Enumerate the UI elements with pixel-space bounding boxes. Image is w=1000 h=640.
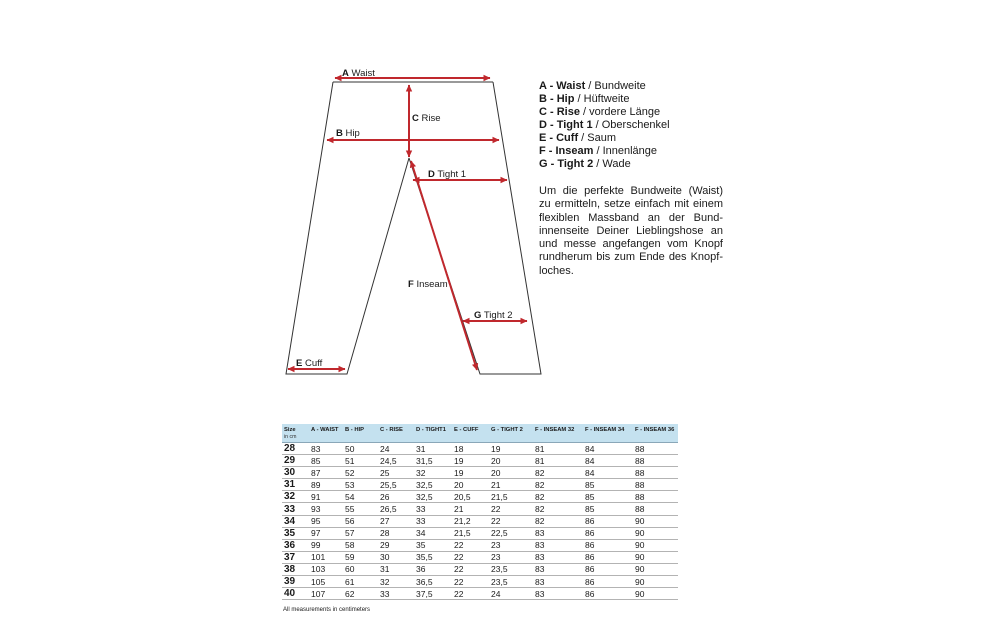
size-cell: 40 — [282, 588, 309, 600]
table-cell: 82 — [533, 467, 583, 479]
table-row — [282, 539, 678, 551]
table-cell: 32,5 — [414, 491, 452, 503]
label-rise: C Rise — [412, 113, 441, 124]
table-cell: 21,2 — [452, 515, 489, 527]
size-cell: 36 — [282, 539, 309, 551]
legend-item-code: G - Tight 2 — [539, 158, 594, 170]
table-cell: 86 — [583, 576, 633, 588]
table-header-row — [282, 424, 678, 443]
size-header-label: Size — [284, 427, 296, 433]
table-cell: 21,5 — [452, 527, 489, 539]
table-cell: 83 — [309, 443, 343, 455]
table-cell: 37,5 — [414, 588, 452, 600]
table-cell: 33 — [414, 515, 452, 527]
table-cell: 24,5 — [378, 455, 414, 467]
size-cell: 37 — [282, 551, 309, 563]
table-cell: 103 — [309, 563, 343, 575]
column-header-size — [282, 424, 309, 443]
table-cell: 23 — [489, 539, 533, 551]
size-cell: 29 — [282, 455, 309, 467]
table-cell: 23 — [489, 551, 533, 563]
legend-item — [539, 158, 739, 171]
column-header: F - INSEAM 36 — [633, 424, 678, 443]
table-cell: 83 — [533, 551, 583, 563]
table-row — [282, 527, 678, 539]
table-cell: 88 — [633, 491, 678, 503]
table-cell: 83 — [533, 588, 583, 600]
table-cell: 86 — [583, 588, 633, 600]
table-cell: 105 — [309, 576, 343, 588]
column-header: A - WAIST — [309, 424, 343, 443]
table-cell: 60 — [343, 563, 378, 575]
legend-item — [539, 80, 739, 93]
legend-item-description: / Innenlänge — [593, 145, 658, 157]
table-cell: 88 — [633, 479, 678, 491]
size-cell: 34 — [282, 515, 309, 527]
table-cell: 62 — [343, 588, 378, 600]
legend-item-description: / Hüftweite — [574, 93, 630, 105]
table-row — [282, 588, 678, 600]
table-row — [282, 455, 678, 467]
table-cell: 61 — [343, 576, 378, 588]
table-cell: 83 — [533, 527, 583, 539]
column-header: G - TIGHT 2 — [489, 424, 533, 443]
size-cell: 32 — [282, 491, 309, 503]
table-cell: 35 — [414, 539, 452, 551]
table-cell: 18 — [452, 443, 489, 455]
table-cell: 81 — [533, 455, 583, 467]
table-cell: 21,5 — [489, 491, 533, 503]
size-cell: 30 — [282, 467, 309, 479]
table-body — [282, 443, 678, 600]
table-footnote: All measurements in centimeters — [283, 607, 371, 613]
pants-outline-left-leg — [286, 82, 409, 374]
table-cell: 89 — [309, 479, 343, 491]
arrow-inseam — [411, 161, 477, 370]
table-row — [282, 479, 678, 491]
table-cell: 88 — [633, 455, 678, 467]
label-hip: B Hip — [336, 128, 360, 139]
table-cell: 22 — [489, 515, 533, 527]
legend-item-code: D - Tight 1 — [539, 119, 593, 131]
table-cell: 36 — [414, 563, 452, 575]
table-cell: 22 — [452, 551, 489, 563]
table-cell: 88 — [633, 467, 678, 479]
table-cell: 22 — [452, 563, 489, 575]
table-cell: 20 — [489, 455, 533, 467]
table-cell: 31,5 — [414, 455, 452, 467]
column-header: E - CUFF — [452, 424, 489, 443]
legend-item — [539, 106, 739, 119]
label-cuff: E Cuff — [296, 358, 323, 369]
table-cell: 59 — [343, 551, 378, 563]
table-cell: 54 — [343, 491, 378, 503]
table-cell: 82 — [533, 503, 583, 515]
size-cell: 33 — [282, 503, 309, 515]
table-cell: 32,5 — [414, 479, 452, 491]
table-cell: 85 — [583, 491, 633, 503]
table-cell: 34 — [414, 527, 452, 539]
table-cell: 22 — [452, 539, 489, 551]
table-cell: 90 — [633, 539, 678, 551]
table-cell: 90 — [633, 576, 678, 588]
table-cell: 52 — [343, 467, 378, 479]
table-cell: 24 — [489, 588, 533, 600]
table-cell: 53 — [343, 479, 378, 491]
table-cell: 88 — [633, 443, 678, 455]
table-cell: 22 — [452, 588, 489, 600]
table-cell: 23,5 — [489, 563, 533, 575]
table-cell: 51 — [343, 455, 378, 467]
table-cell: 84 — [583, 467, 633, 479]
table-cell: 24 — [378, 443, 414, 455]
label-tight2: G Tight 2 — [474, 310, 513, 321]
size-cell: 39 — [282, 576, 309, 588]
table-cell: 101 — [309, 551, 343, 563]
table-cell: 95 — [309, 515, 343, 527]
table-cell: 20 — [452, 479, 489, 491]
table-cell: 90 — [633, 563, 678, 575]
table-cell: 21 — [489, 479, 533, 491]
table-cell: 87 — [309, 467, 343, 479]
legend-item-description: / Saum — [578, 132, 617, 144]
column-header: C - RISE — [378, 424, 414, 443]
table-cell: 90 — [633, 551, 678, 563]
table-cell: 31 — [378, 563, 414, 575]
pants-outline-right-leg — [409, 82, 541, 374]
size-cell: 38 — [282, 563, 309, 575]
label-tight1: D Tight 1 — [428, 169, 467, 180]
table-cell: 88 — [633, 503, 678, 515]
table-cell: 57 — [343, 527, 378, 539]
table-cell: 82 — [533, 515, 583, 527]
table-cell: 26,5 — [378, 503, 414, 515]
legend-item-description: / Wade — [593, 158, 631, 170]
legend-item — [539, 119, 739, 132]
table-cell: 83 — [533, 576, 583, 588]
table-cell: 25 — [378, 467, 414, 479]
table-cell: 55 — [343, 503, 378, 515]
column-header: B - HIP — [343, 424, 378, 443]
table-cell: 29 — [378, 539, 414, 551]
size-header-unit: in cm — [284, 434, 297, 440]
table-cell: 19 — [452, 455, 489, 467]
table-cell: 93 — [309, 503, 343, 515]
table-cell: 82 — [533, 491, 583, 503]
table-cell: 26 — [378, 491, 414, 503]
table-cell: 83 — [533, 539, 583, 551]
table-cell: 19 — [452, 467, 489, 479]
table-cell: 85 — [583, 503, 633, 515]
table-cell: 86 — [583, 515, 633, 527]
table-cell: 86 — [583, 563, 633, 575]
table-cell: 20 — [489, 467, 533, 479]
table-row — [282, 563, 678, 575]
table-cell: 86 — [583, 539, 633, 551]
table-row — [282, 491, 678, 503]
table-cell: 36,5 — [414, 576, 452, 588]
label-inseam: F Inseam — [408, 279, 448, 290]
table-cell: 84 — [583, 443, 633, 455]
legend-item-description: / Bundweite — [585, 80, 646, 92]
size-cell: 28 — [282, 443, 309, 455]
pants-outline — [286, 82, 541, 374]
table-cell: 90 — [633, 515, 678, 527]
table-cell: 86 — [583, 527, 633, 539]
table-cell: 82 — [533, 479, 583, 491]
table-cell: 22 — [489, 503, 533, 515]
table-cell: 35,5 — [414, 551, 452, 563]
label-waist: A Waist — [342, 68, 375, 79]
table-cell: 99 — [309, 539, 343, 551]
table-cell: 22,5 — [489, 527, 533, 539]
table-cell: 20,5 — [452, 491, 489, 503]
table-cell: 91 — [309, 491, 343, 503]
size-cell: 35 — [282, 527, 309, 539]
table-cell: 81 — [533, 443, 583, 455]
table-row — [282, 515, 678, 527]
legend-item-code: B - Hip — [539, 93, 575, 105]
table-cell: 23,5 — [489, 576, 533, 588]
table-cell: 21 — [452, 503, 489, 515]
table-cell: 97 — [309, 527, 343, 539]
table-cell: 28 — [378, 527, 414, 539]
table-cell: 85 — [583, 479, 633, 491]
table-row — [282, 503, 678, 515]
table-cell: 56 — [343, 515, 378, 527]
table-cell: 19 — [489, 443, 533, 455]
table-cell: 58 — [343, 539, 378, 551]
table-cell: 107 — [309, 588, 343, 600]
waist-measuring-instructions: Um die perfekte Bundweite (Waist) zu ermitteln, setze einfach mit einem flexiblen Massband an der Bundinnenseite Deiner Lieblingshose an und messe angefangen vom Knopf rundherum bis zum Ende des Knopfloches. — [539, 185, 723, 277]
table-cell: 27 — [378, 515, 414, 527]
table-cell: 22 — [452, 576, 489, 588]
table-row — [282, 467, 678, 479]
legend-item-code: C - Rise — [539, 106, 580, 118]
table-cell: 90 — [633, 588, 678, 600]
table-cell: 86 — [583, 551, 633, 563]
table-cell: 85 — [309, 455, 343, 467]
size-chart-table — [282, 424, 678, 600]
table-row — [282, 443, 678, 455]
table-cell: 90 — [633, 527, 678, 539]
column-header: F - INSEAM 34 — [583, 424, 633, 443]
legend-item-code: E - Cuff — [539, 132, 579, 144]
table-cell: 30 — [378, 551, 414, 563]
legend-item — [539, 132, 739, 145]
table-row — [282, 551, 678, 563]
column-header: D - TIGHT1 — [414, 424, 452, 443]
table-cell: 33 — [378, 588, 414, 600]
legend-item-description: / Oberschenkel — [592, 119, 670, 131]
size-cell: 31 — [282, 479, 309, 491]
measurement-legend — [539, 80, 739, 171]
legend-item-code: A - Waist — [539, 80, 586, 92]
table-cell: 33 — [414, 503, 452, 515]
table-cell: 32 — [378, 576, 414, 588]
legend-item — [539, 93, 739, 106]
table-cell: 25,5 — [378, 479, 414, 491]
legend-item-code: F - Inseam — [539, 145, 594, 157]
column-header: F - INSEAM 32 — [533, 424, 583, 443]
table-cell: 31 — [414, 443, 452, 455]
table-cell: 83 — [533, 563, 583, 575]
table-cell: 84 — [583, 455, 633, 467]
legend-item — [539, 145, 739, 158]
measurement-arrows — [288, 78, 527, 370]
table-cell: 50 — [343, 443, 378, 455]
table-cell: 32 — [414, 467, 452, 479]
table-row — [282, 576, 678, 588]
legend-item-description: / vordere Länge — [579, 106, 661, 118]
